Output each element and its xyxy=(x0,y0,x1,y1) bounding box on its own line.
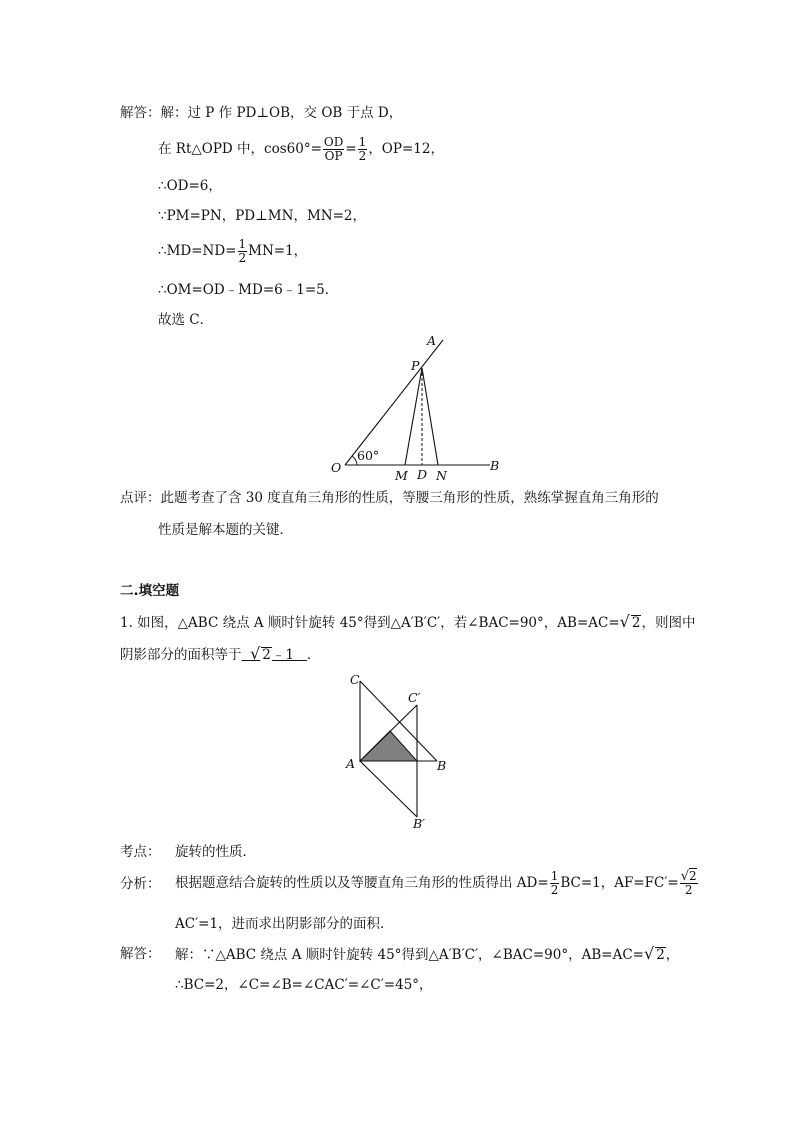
question-1-line-1: 1. 如图，△ABC 绕点 A 顺时针旋转 45°得到△A′B′C′，若∠BAC=90°，AB=AC=√ 2，则图中 xyxy=(120,612,696,631)
kaodian-text: 旋转的性质． xyxy=(175,844,256,860)
label-n: N xyxy=(436,468,447,483)
fenxi-label: 分析： xyxy=(120,876,161,892)
label-a: A xyxy=(427,333,437,348)
comment-line-1: 点评：此题考查了含 30 度直角三角形的性质，等腰三角形的性质，熟练掌握直角三角形的 xyxy=(120,490,659,506)
label-o: O xyxy=(331,460,342,475)
solution-line-3: ∴OD=6， xyxy=(158,178,222,194)
solution-line-2: 在 Rt△OPD 中，cos60°= $\frac{OD}{OP}$ = $\frac{1}{2}$ ，OP=12， xyxy=(158,135,444,163)
fenxi-line-2: AC′=1，进而求出阴影部分的面积． xyxy=(175,916,394,932)
label-b-prime: B′ xyxy=(413,816,426,831)
fenxi-line-1: 根据题意结合旋转的性质以及等腰直角三角形的性质得出 AD= $\frac{1}{2}$ BC=1，AF=FC′= $\frac{√2}{2}$ xyxy=(175,869,697,897)
fraction-od-op: $\frac{OD}{OP}$ xyxy=(323,135,344,163)
shaded-region xyxy=(360,731,417,761)
jieda-line-1: 解：∵△ABC 绕点 A 顺时针旋转 45°得到△A′B′C′，∠BAC=90°，AB=AC=√ 2， xyxy=(175,944,680,963)
label-d: D xyxy=(417,467,428,482)
triangle-figure-1 xyxy=(325,330,505,485)
label-a: A xyxy=(346,756,356,771)
label-b: B xyxy=(437,758,447,773)
fraction-one-half: $\frac{1}{2}$ xyxy=(358,135,367,163)
ray-oa xyxy=(345,340,443,465)
solution-line-4: ∵PM=PN，PD⊥MN，MN=2， xyxy=(158,208,366,224)
label-m: M xyxy=(395,468,408,483)
solution-line-6: ∴OM=OD﹣MD=6﹣1=5． xyxy=(158,282,339,298)
segment-pm xyxy=(405,368,422,465)
fraction-root2-over-2: $\frac{√2}{2}$ xyxy=(680,869,697,897)
kaodian-label: 考点： xyxy=(120,844,161,860)
segment-ab-prime xyxy=(360,761,417,817)
answer-blank: √ 2﹣1 xyxy=(250,644,294,663)
section-title: 二.填空题 xyxy=(120,583,180,599)
jieda-label: 解答： xyxy=(120,946,161,962)
label-c-prime: C′ xyxy=(408,690,421,705)
comment-line-2: 性质是解本题的关键． xyxy=(158,522,293,538)
fraction-one-half: $\frac{1}{2}$ xyxy=(238,237,247,265)
jieda-line-2: ∴BC=2，∠C=∠B=∠CAC′=∠C′=45°， xyxy=(175,977,433,993)
solution-line-1: 解答：解：过 P 作 PD⊥OB，交 OB 于点 D， xyxy=(120,105,403,121)
fraction-one-half: $\frac{1}{2}$ xyxy=(550,869,559,897)
label-b: B xyxy=(490,458,500,473)
solution-line-5: ∴MD=ND= $\frac{1}{2}$ MN=1， xyxy=(158,237,308,265)
label-angle-60: 60° xyxy=(357,448,380,463)
question-1-line-2: 阴影部分的面积等于 √ 2﹣1 ． xyxy=(120,644,321,663)
label-c: C xyxy=(350,672,360,687)
rotation-figure-2 xyxy=(340,668,460,833)
segment-pn xyxy=(422,368,438,465)
solution-line-7: 故选 C． xyxy=(158,312,214,328)
label-p: P xyxy=(411,358,420,373)
